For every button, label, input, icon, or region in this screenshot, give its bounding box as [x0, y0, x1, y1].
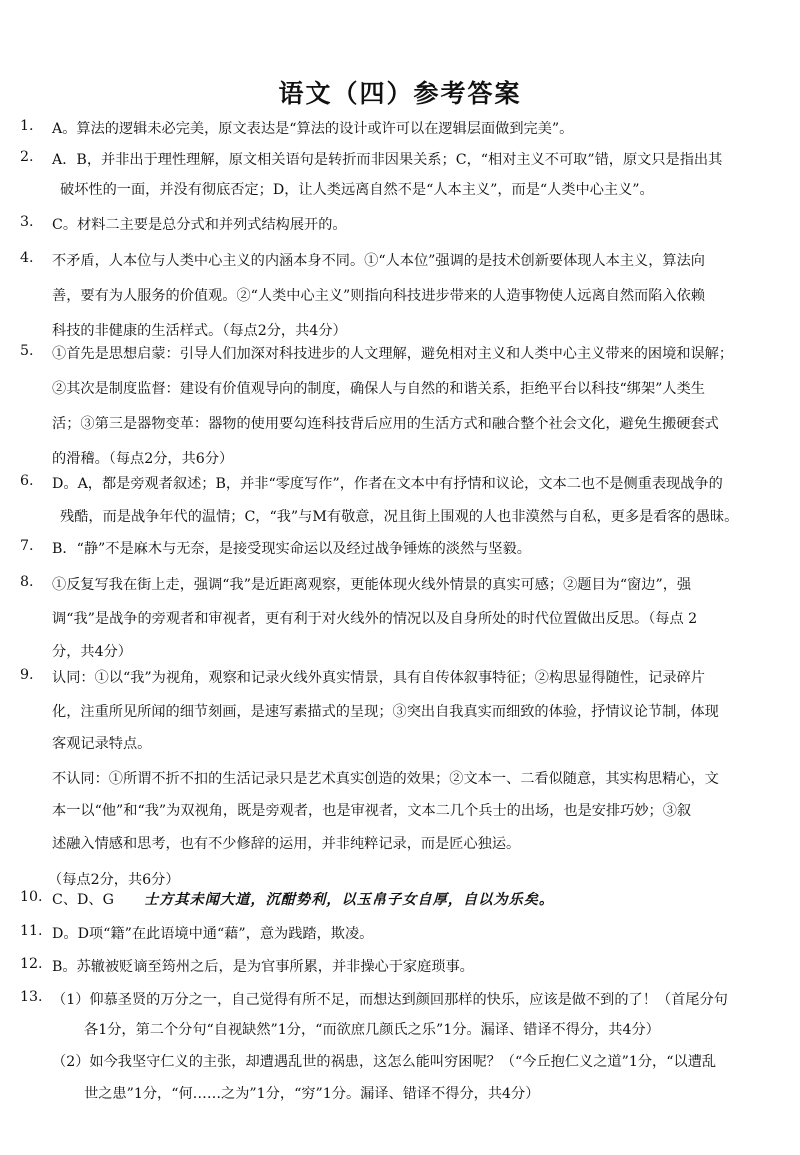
answer-line: ①反复写我在街上走，强调“我”是近距离观察，更能体现火线外情景的真实可感；②题目为“窗边”，强 — [52, 577, 692, 593]
answer-line: D。D项“籍”在此语境中通“藉”，意为践踏，欺凌。 — [52, 926, 374, 942]
answer-line: ②其次是制度监督：建设有价值观导向的制度，确保人与自然的和谐关系，拒绝平台以科技“绑架”人类生 — [52, 381, 705, 397]
item-number: 10. — [20, 889, 43, 905]
answer-line: C、D、G — [52, 892, 114, 908]
answer-line: （每点2分，共6分） — [48, 872, 180, 888]
answer-line: 述融入情感和思考，也有不少修辞的运用，并非纯粹记录，而是匠心独运。 — [52, 836, 521, 852]
answer-line: A。算法的逻辑未必完美，原文表达是“算法的设计或许可以在逻辑层面做到完美”。 — [52, 121, 574, 137]
answer-line: C。材料二主要是总分式和并列式结构展开的。 — [52, 217, 347, 233]
item-number: 3. — [20, 214, 34, 230]
answer-line: （2）如今我坚守仁义的主张，却遭遇乱世的祸患，这怎么能叫穷困呢？（“今丘抱仁义之道”1分，“以遭乱 — [52, 1054, 717, 1070]
answer-line: ①首先是思想启蒙：引导人们加深对科技进步的人文理解，避免相对主义和人类中心主义带来的困境和误解； — [52, 346, 734, 362]
answer-line: 不矛盾，人本位与人类中心主义的内涵本身不同。①“人本位”强调的是技术创新要体现人本主义，算法向 — [52, 253, 705, 269]
answer-line: 客观记录特点。 — [52, 736, 152, 752]
answer-line: 调“我”是战争的旁观者和审视者，更有利于对火线外的情况以及自身所处的时代位置做出反思。（每点 2 — [52, 611, 698, 627]
page-title: 语文（四）参考答案 — [278, 79, 522, 108]
answer-line: 残酷，而是战争年代的温情；C，“我”与M有敬意，况且街上围观的人也非漠然与自私，更多是看客的愚昧。 — [60, 509, 739, 525]
item-number: 6. — [20, 473, 34, 489]
answer-line: A．B，并非出于理性理解，原文相关语句是转折而非因果关系；C，“相对主义不可取”错，原文只是指出其 — [52, 152, 723, 168]
answer-line: 分，共4分） — [52, 644, 132, 660]
item-number: 11. — [20, 923, 43, 939]
answer-line-sentence: 士方其未闻大道，沉酣势利，以玉帛子女自厚，自以为乐矣。 — [144, 892, 555, 908]
item-number: 7. — [20, 538, 34, 554]
answer-line: 认同：①以“我”为视角，观察和记录火线外真实情景，具有自传体叙事特征；②构思显得随性，记录碎片 — [52, 670, 705, 686]
answer-line: 各1分，第二个分句“自视缺然”1分，“而欲庶几颜氏之乐”1分。漏译、错译不得分，共4分） — [84, 1022, 660, 1038]
item-number: 5. — [20, 343, 34, 359]
item-number: 2. — [20, 149, 34, 165]
answer-line: 不认同：①所谓不折不扣的生活记录只是艺术真实创造的效果；②文本一、二看似随意，其实构思精心，文 — [52, 771, 719, 787]
answer-line: 世之患”1分，“何……之为”1分，“穷”1分。漏译、错译不得分，共4分） — [84, 1086, 540, 1102]
answer-line: 本一以“他”和“我”为双视角，既是旁观者，也是审视者，文本二几个兵士的出场，也是安排巧妙；③叙 — [52, 803, 692, 819]
answer-line: B。苏辙被贬谪至筠州之后，是为官事所累，并非操心于家庭琐事。 — [52, 959, 474, 975]
item-number: 8. — [20, 574, 34, 590]
item-number: 13. — [20, 989, 43, 1005]
item-number: 9. — [20, 667, 34, 683]
answer-line: 化，注重所见所闻的细节刻画，是速写素描式的呈现；③突出自我真实而细致的体验，抒情议论节制，体现 — [52, 704, 719, 720]
item-number: 1. — [20, 118, 34, 134]
answer-line: D。A，都是旁观者叙述；B，并非“零度写作”，作者在文本中有抒情和议论，文本二也不是侧重表现战争的 — [52, 476, 723, 492]
answer-line: 善，要有为人服务的价值观。②“人类中心主义”则指向科技进步带来的人造事物使人远离自然而陷入依赖 — [52, 288, 705, 304]
item-number: 4. — [20, 250, 34, 266]
answer-line: B．“静”不是麻木与无奈，是接受现实命运以及经过战争锤炼的淡然与坚毅。 — [52, 541, 531, 557]
answer-line: 科技的非健康的生活样式。（每点2分，共4分） — [52, 323, 347, 339]
answer-line: 破坏性的一面，并没有彻底否定；D，让人类远离自然不是“人本主义”，而是“人类中心主义”。 — [60, 182, 654, 198]
item-number: 12. — [20, 956, 43, 972]
answer-line: 的滑稽。（每点2分，共6分） — [52, 451, 234, 467]
answer-line: 活；③第三是器物变革：器物的使用要勾连科技背后应用的生活方式和融合整个社会文化，避免生搬硬套式 — [52, 416, 719, 432]
answer-line: （1）仰慕圣贤的万分之一，自己觉得有所不足，而想达到颜回那样的快乐，应该是做不到的了！（首尾分句 — [52, 992, 728, 1008]
